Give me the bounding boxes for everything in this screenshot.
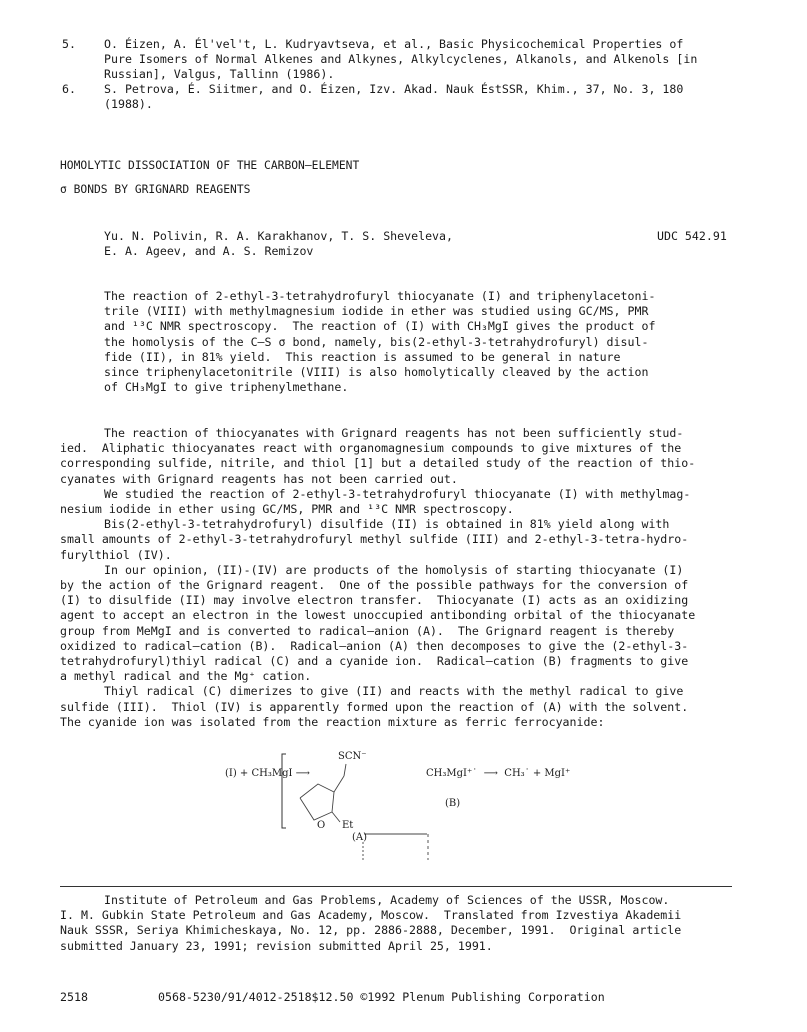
body-line: agent to accept an electron in the lowest unoccupied antibonding orbital of the thiocyanate xyxy=(60,608,696,623)
body-line: cyanates with Grignard reagents has not been carried out. xyxy=(60,471,458,486)
reference-text xyxy=(104,37,744,83)
article-title-continued xyxy=(60,182,250,197)
page-number: 2518 xyxy=(60,990,88,1004)
abstract-line: the homolysis of the C–S σ bond, namely, bis(2-ethyl-3-tetrahydrofuryl) disul- xyxy=(104,334,649,349)
reference-line: Russian], Valgus, Tallinn (1986). xyxy=(104,67,335,82)
scheme-scn-group: SCN⁻ xyxy=(338,751,367,762)
body-line: small amounts of 2-ethyl-3-tetrahydrofuryl methyl sulfide (III) and 2-ethyl-3-tetra-hydro- xyxy=(60,532,689,547)
body-line: corresponding sulfide, nitrile, and thiol [1] but a detailed study of the reaction of thio- xyxy=(60,456,696,471)
abstract-line: since triphenylacetonitrile (VIII) is also homolytically cleaved by the action xyxy=(104,365,649,380)
copyright-line: 0568-5230/91/4012-2518$12.50 ©1992 Plenum Publishing Corporation xyxy=(158,990,605,1004)
reference-text xyxy=(104,82,744,112)
article-title-line: HOMOLYTIC DISSOCIATION OF THE CARBON—ELEMENT xyxy=(60,159,360,172)
body-line: We studied the reaction of 2-ethyl-3-tetrahydrofuryl thiocyanate (I) with methylmag- xyxy=(104,486,691,501)
body-text xyxy=(60,426,730,730)
body-line: The cyanide ion was isolated from the reaction mixture as ferric ferrocyanide: xyxy=(60,714,605,729)
abstract-line: trile (VIII) with methylmagnesium iodide in ether was studied using GC/MS, PMR xyxy=(104,304,649,319)
abstract-line: fide (II), in 81% yield. This reaction is assumed to be general in nature xyxy=(104,349,621,364)
body-line: sulfide (III). Thiol (IV) is apparently formed upon the reaction of (A) with the solvent. xyxy=(60,699,689,714)
body-line: Thiyl radical (C) dimerizes to give (II) and reacts with the methyl radical to give xyxy=(104,684,684,699)
body-line: ied. Aliphatic thiocyanates react with organomagnesium compounds to give mixtures of the xyxy=(60,441,682,456)
abstract-line: and ¹³C NMR spectroscopy. The reaction of (I) with CH₃MgI gives the product of xyxy=(104,319,656,334)
authors xyxy=(104,229,664,259)
body-line: a methyl radical and the Mg⁺ cation. xyxy=(60,669,312,684)
body-line: In our opinion, (II)-(IV) are products of the homolysis of starting thiocyanate (I) xyxy=(104,562,684,577)
reaction-scheme-drawing xyxy=(222,750,562,860)
abstract-line: of CH₃MgI to give triphenylmethane. xyxy=(104,380,349,395)
footnote-line: Nauk SSSR, Seriya Khimicheskaya, No. 12, pp. 2886-2888, December, 1991. Original article xyxy=(60,923,682,938)
body-line: oxidized to radical—cation (B). Radical—anion (A) then decomposes to give the (2-ethyl-3- xyxy=(60,638,689,653)
scheme-ethyl: Et xyxy=(342,820,354,831)
body-line: (I) to disulfide (II) may involve electron transfer. Thiocyanate (I) acts as an oxidizing xyxy=(60,593,689,608)
scheme-ring-oxygen: O xyxy=(317,820,326,831)
abstract-line: The reaction of 2-ethyl-3-tetrahydrofuryl thiocyanate (I) and triphenylacetoni- xyxy=(104,289,656,303)
body-line: The reaction of thiocyanates with Grignard reagents has not been sufficiently stud- xyxy=(104,426,684,440)
article-title xyxy=(60,158,359,173)
footnote-line: Institute of Petroleum and Gas Problems, Academy of Sciences of the USSR, Moscow. xyxy=(104,893,670,907)
udc-code: UDC 542.91 xyxy=(657,229,727,243)
reference-line: Pure Isomers of Normal Alkenes and Alkynes, Alkylcyclenes, Alkanols, and Alkenols [in xyxy=(104,52,698,67)
reference-line: S. Petrova, É. Siitmer, and O. Éizen, Izv. Akad. Nauk ÉstSSR, Khim., 37, No. 3, 180 xyxy=(104,82,684,96)
authors-line: Yu. N. Polivin, R. A. Karakhanov, T. S. Sheveleva, xyxy=(104,229,454,243)
scheme-label-a: (A) xyxy=(352,832,368,843)
authors-line: E. A. Ageev, and A. S. Remizov xyxy=(104,244,314,259)
body-line: by the action of the Grignard reagent. One of the possible pathways for the conversion of xyxy=(60,578,689,593)
scheme-label-b: (B) xyxy=(445,798,461,809)
body-line: tetrahydrofuryl)thiyl radical (C) and a cyanide ion. Radical—cation (B) fragments to give xyxy=(60,654,689,669)
footnote xyxy=(60,893,740,954)
abstract xyxy=(104,289,714,395)
body-line: furylthiol (IV). xyxy=(60,547,172,562)
scheme-reactants: (I) + CH₃MgI ⟶ xyxy=(225,768,310,779)
reference-number: 5. xyxy=(62,37,76,51)
body-line: nesium iodide in ether using GC/MS, PMR and ¹³C NMR spectroscopy. xyxy=(60,502,514,517)
reference-line: O. Éizen, A. Él'vel't, L. Kudryavtseva, et al., Basic Physicochemical Properties of xyxy=(104,37,684,51)
footnote-line: I. M. Gubkin State Petroleum and Gas Academy, Moscow. Translated from Izvestiya Akademii xyxy=(60,908,682,923)
reaction-scheme xyxy=(222,750,571,860)
body-line: group from MeMgI and is converted to radical—anion (A). The Grignard reagent is thereby xyxy=(60,623,675,638)
scheme-cation-fragmentation: CH₃MgI⁺˙ ⟶ CH₃˙ + MgI⁺ xyxy=(426,768,571,779)
reference-line: (1988). xyxy=(104,97,153,112)
body-line: Bis(2-ethyl-3-tetrahydrofuryl) disulfide (II) is obtained in 81% yield along with xyxy=(104,517,670,532)
reference-number: 6. xyxy=(62,82,76,96)
footnote-rule xyxy=(60,886,732,887)
article-title-line: σ BONDS BY GRIGNARD REAGENTS xyxy=(60,183,251,196)
footnote-line: submitted January 23, 1991; revision submitted April 25, 1991. xyxy=(60,938,493,953)
